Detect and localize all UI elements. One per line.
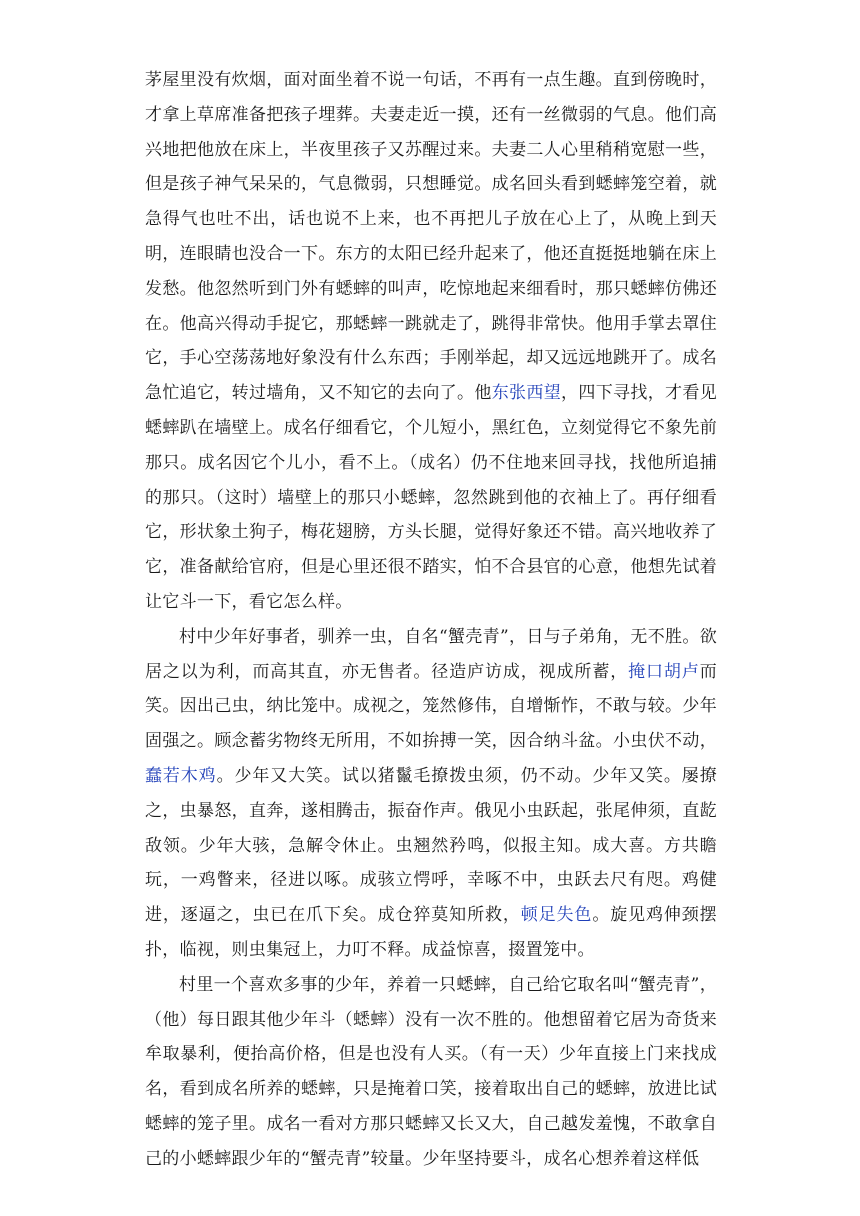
highlighted-phrase: 顿足失色 bbox=[520, 905, 593, 926]
text-segment: 而笑。因出己虫，纳比笼中。成视之，笼然修伟，自增惭怍，不敢与较。少年固强之。顾念蓄劣物终无所用，不如拚搏一笑，因合纳斗盆。小虫伏不动， bbox=[145, 661, 717, 752]
highlighted-phrase: 东张西望 bbox=[491, 383, 562, 404]
document-body bbox=[145, 63, 717, 1177]
paragraph-1 bbox=[145, 63, 717, 620]
text-segment: 村里一个喜欢多事的少年，养着一只蟋蟀，自己给它取名叫“蟹壳青”，（他）每日跟其他少年斗（蟋蟀）没有一次不胜的。他想留着它居为奇货来牟取暴利，便抬高价格，但是也没有人买。（有一天）少年直接上门来找成名，看到成名所养的蟋蟀，只是掩着口笑，接着取出自己的蟋蟀，放进比试蟋蟀的笼子里。成名一看对方那只蟋蟀又长又大，自己越发羞愧，不敢拿自己的小蟋蟀跟少年的“蟹壳青”较量。少年坚持要斗，成名心想养着这样低 bbox=[145, 974, 717, 1169]
text-segment: 。旋见鸡伸颈摆扑，临视，则虫集冠上，力叮不释。成益惊喜，掇置笼中。 bbox=[145, 905, 717, 960]
text-segment: 茅屋里没有炊烟，面对面坐着不说一句话，不再有一点生趣。直到傍晚时，才拿上草席准备把孩子埋葬。夫妻走近一摸，还有一丝微弱的气息。他们高兴地把他放在床上，半夜里孩子又苏醒过来。夫妻二人心里稍稍宽慰一些，但是孩子神气呆呆的，气息微弱，只想睡觉。成名回头看到蟋蟀笼空着，就急得气也吐不出，话也说不上来，也不再把儿子放在心上了，从晚上到天明，连眼睛也没合一下。东方的太阳已经升起来了，他还直挺挺地躺在床上发愁。他忽然听到门外有蟋蟀的叫声，吃惊地起来细看时，那只蟋蟀仿佛还在。他高兴得动手捉它，那蟋蟀一跳就走了，跳得非常快。他用手掌去罩住它，手心空荡荡地好象没有什么东西；手刚举起，却又远远地跳开了。成名急忙追它，转过墙角，又不知它的去向了。他 bbox=[145, 70, 717, 404]
paragraph-2 bbox=[145, 620, 717, 968]
text-segment: 。少年又大笑。试以猪鬣毛撩拨虫须，仍不动。少年又笑。屡撩之，虫暴怒，直奔，遂相腾击，振奋作声。俄见小虫跃起，张尾伸须，直龁敌领。少年大骇，急解令休止。虫翘然矜鸣，似报主知。成大喜。方共瞻玩，一鸡瞥来，径进以啄。成骇立愕呼，幸啄不中，虫跃去尺有咫。鸡健进，逐逼之，虫已在爪下矣。成仓猝莫知所救， bbox=[145, 765, 717, 926]
text-segment: 村中少年好事者，驯养一虫，自名“蟹壳青”，日与子弟角，无不胜。欲居之以为利，而高其直，亦无售者。径造庐访成，视成所蓄， bbox=[145, 626, 717, 682]
paragraph-3 bbox=[145, 968, 717, 1177]
highlighted-phrase: 蠢若木鸡 bbox=[145, 765, 217, 786]
highlighted-phrase: 掩口胡卢 bbox=[628, 661, 700, 682]
text-segment: ，四下寻找，才看见蟋蟀趴在墙壁上。成名仔细看它，个儿短小，黑红色，立刻觉得它不象先前那只。成名因它个儿小，看不上。（成名）仍不住地来回寻找，找他所追捕的那只。（这时）墙壁上的那只小蟋蟀，忽然跳到他的衣袖上了。再仔细看它，形状象土狗子，梅花翅膀，方头长腿，觉得好象还不错。高兴地收养了它，准备献给官府，但是心里还很不踏实，怕不合县官的心意，他想先试着让它斗一下，看它怎么样。 bbox=[145, 383, 718, 612]
